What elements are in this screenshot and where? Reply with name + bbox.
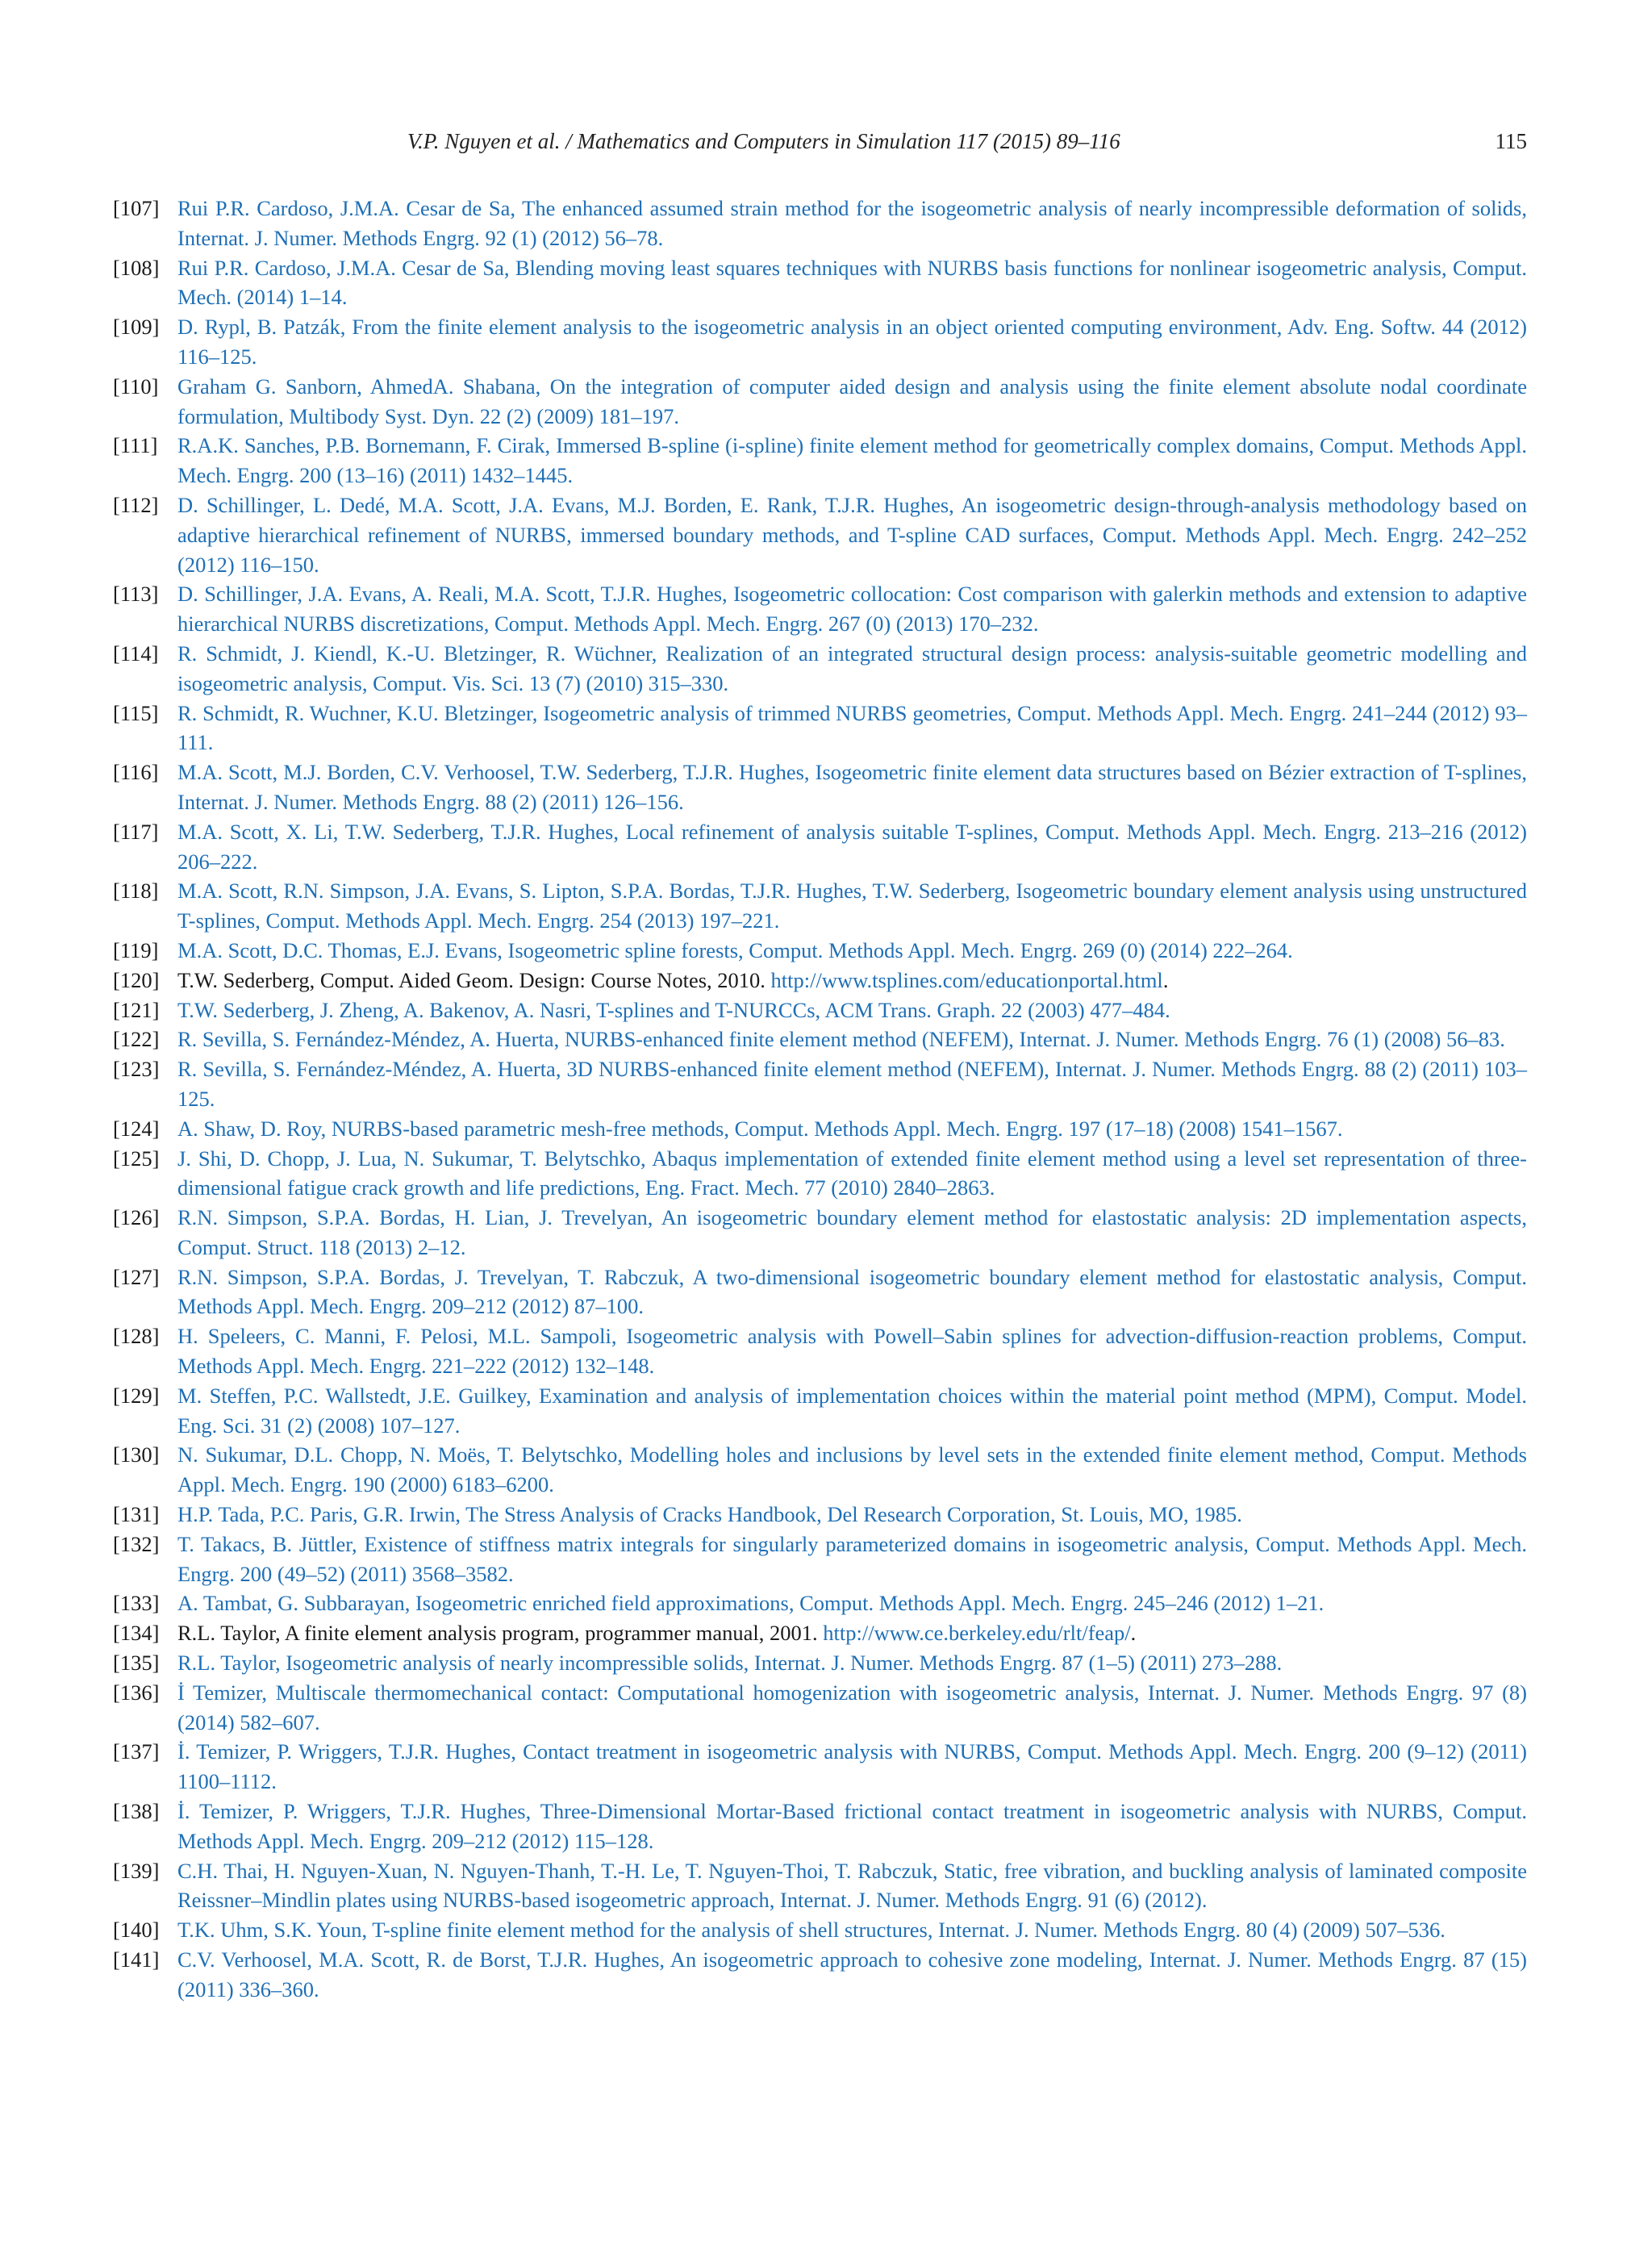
reference-item xyxy=(113,936,1527,966)
reference-number: [114] xyxy=(113,641,159,666)
reference-item xyxy=(113,1114,1527,1144)
reference-link[interactable] xyxy=(177,1945,1527,2005)
reference-link[interactable] xyxy=(177,1588,1527,1618)
reference-link[interactable] xyxy=(177,876,1527,936)
reference-item xyxy=(113,1797,1527,1856)
reference-item xyxy=(113,1144,1527,1204)
reference-link[interactable] xyxy=(177,758,1527,817)
reference-citation: R. Sevilla, S. Fernández-Méndez, A. Huerta, NURBS-enhanced finite element method (NEFEM), Internat. J. Numer. Methods Engrg. 76 (1) (2008) 56–83. xyxy=(177,1027,1505,1052)
reference-number: [122] xyxy=(113,1027,160,1052)
reference-citation: H.P. Tada, P.C. Paris, G.R. Irwin, The Stress Analysis of Cracks Handbook, Del Research Corporation, St. Louis, MO, 1985. xyxy=(177,1502,1242,1527)
reference-link[interactable] xyxy=(177,639,1527,699)
reference-number: [108] xyxy=(113,255,160,280)
reference-number: [131] xyxy=(113,1502,160,1527)
reference-item xyxy=(113,579,1527,639)
reference-list xyxy=(113,194,1527,2005)
reference-link[interactable] xyxy=(177,253,1527,313)
reference-link[interactable] xyxy=(177,1054,1527,1114)
reference-link[interactable] xyxy=(177,1381,1527,1441)
reference-number: [113] xyxy=(113,582,159,607)
reference-link[interactable] xyxy=(177,817,1527,877)
reference-link[interactable] xyxy=(177,936,1527,966)
reference-item xyxy=(113,758,1527,817)
reference-item xyxy=(113,1737,1527,1797)
reference-item xyxy=(113,1648,1527,1678)
reference-citation: M.A. Scott, X. Li, T.W. Sederberg, T.J.R. Hughes, Local refinement of analysis suitable T-splines, Comput. Methods Appl. Mech. Engrg. 213–216 (2012) 206–222. xyxy=(177,819,1527,874)
reference-number: [110] xyxy=(113,374,159,399)
reference-link[interactable] xyxy=(177,1440,1527,1500)
reference-number: [132] xyxy=(113,1531,160,1556)
reference-citation: R.N. Simpson, S.P.A. Bordas, J. Trevelyan, T. Rabczuk, A two-dimensional isogeometric boundary element method for elastostatic analysis, Comput. Methods Appl. Mech. Engrg. 209–212 (2012) 87–100. xyxy=(177,1264,1527,1319)
reference-number: [107] xyxy=(113,196,160,220)
reference-link[interactable] xyxy=(177,1263,1527,1322)
reference-item xyxy=(113,490,1527,579)
reference-number: [129] xyxy=(113,1383,160,1408)
reference-citation: D. Rypl, B. Patzák, From the finite element analysis to the isogeometric analysis in an object oriented computing environment, Adv. Eng. Softw. 44 (2012) 116–125. xyxy=(177,315,1527,369)
reference-item xyxy=(113,1381,1527,1441)
reference-link[interactable] xyxy=(177,1144,1527,1204)
reference-item xyxy=(113,1321,1527,1381)
reference-item xyxy=(113,1025,1527,1054)
reference-citation: T.W. Sederberg, Comput. Aided Geom. Design: Course Notes, 2010. xyxy=(177,967,771,992)
reference-citation: İ Temizer, Multiscale thermomechanical contact: Computational homogenization with isogeometric analysis, Internat. J. Numer. Methods Engrg. 97 (8) (2014) 582–607. xyxy=(177,1680,1527,1734)
reference-number: [119] xyxy=(113,937,159,962)
reference-url-link[interactable]: http://www.tsplines.com/educationportal.html xyxy=(770,967,1163,992)
running-header xyxy=(0,129,1652,161)
reference-text xyxy=(177,1618,1527,1648)
reference-link[interactable] xyxy=(177,312,1527,372)
reference-item xyxy=(113,431,1527,490)
reference-link[interactable] xyxy=(177,1737,1527,1797)
reference-link[interactable] xyxy=(177,1114,1527,1144)
reference-link[interactable] xyxy=(177,490,1527,579)
reference-number: [117] xyxy=(113,819,159,844)
reference-link[interactable] xyxy=(177,1025,1527,1054)
reference-item xyxy=(113,312,1527,372)
reference-number: [128] xyxy=(113,1324,160,1349)
reference-citation: J. Shi, D. Chopp, J. Lua, N. Sukumar, T. Belytschko, Abaqus implementation of extended finite element method using a level set representation of three-dimensional fatigue crack growth and life predictions, Eng. Fract. Mech. 77 (2010) 2840–2863. xyxy=(177,1146,1527,1200)
reference-item xyxy=(113,1500,1527,1530)
reference-citation: Graham G. Sanborn, AhmedA. Shabana, On the integration of computer aided design and analysis using the finite element absolute nodal coordinate formulation, Multibody Syst. Dyn. 22 (2) (2009) 181–197. xyxy=(177,374,1527,428)
reference-citation: D. Schillinger, L. Dedé, M.A. Scott, J.A. Evans, M.J. Borden, E. Rank, T.J.R. Hughes, An isogeometric design-through-analysis methodology based on adaptive hierarchical refinement of NURBS, immersed boundary methods, and T-spline CAD surfaces, Comput. Methods Appl. Mech. Engrg. 242–252 (2012) 116–150. xyxy=(177,492,1527,577)
reference-citation: R. Schmidt, J. Kiendl, K.-U. Bletzinger, R. Wüchner, Realization of an integrated structural design process: analysis-suitable geometric modelling and isogeometric analysis, Comput. Vis. Sci. 13 (7) (2010) 315–330. xyxy=(177,641,1527,695)
reference-item xyxy=(113,1530,1527,1589)
page-number: 115 xyxy=(1495,129,1527,153)
reference-item xyxy=(113,1203,1527,1263)
reference-number: [138] xyxy=(113,1799,160,1824)
reference-number: [137] xyxy=(113,1739,160,1764)
reference-number: [139] xyxy=(113,1858,160,1883)
reference-citation: A. Tambat, G. Subbarayan, Isogeometric enriched field approximations, Comput. Methods Appl. Mech. Engrg. 245–246 (2012) 1–21. xyxy=(177,1591,1325,1616)
reference-item xyxy=(113,1263,1527,1322)
reference-item xyxy=(113,194,1527,253)
reference-item xyxy=(113,996,1527,1025)
reference-citation: R.N. Simpson, S.P.A. Bordas, H. Lian, J. Trevelyan, An isogeometric boundary element method for elastostatic analysis: 2D implementation aspects, Comput. Struct. 118 (2013) 2–12. xyxy=(177,1205,1527,1259)
reference-trailing-punctuation: . xyxy=(1130,1621,1137,1646)
reference-link[interactable] xyxy=(177,1797,1527,1856)
reference-citation: M.A. Scott, D.C. Thomas, E.J. Evans, Isogeometric spline forests, Comput. Methods Appl. Mech. Engrg. 269 (0) (2014) 222–264. xyxy=(177,937,1293,962)
reference-citation: C.V. Verhoosel, M.A. Scott, R. de Borst, T.J.R. Hughes, An isogeometric approach to cohesive zone modeling, Internat. J. Numer. Methods Engrg. 87 (15) (2011) 336–360. xyxy=(177,1947,1527,2001)
reference-link[interactable] xyxy=(177,579,1527,639)
reference-number: [124] xyxy=(113,1116,160,1141)
reference-number: [112] xyxy=(113,492,159,517)
reference-citation: C.H. Thai, H. Nguyen-Xuan, N. Nguyen-Thanh, T.-H. Le, T. Nguyen-Thoi, T. Rabczuk, Static, free vibration, and buckling analysis of laminated composite Reissner–Mindlin plates using NURBS-based isogeometric approach, Internat. J. Numer. Methods Engrg. 91 (6) (2012). xyxy=(177,1858,1527,1913)
reference-citation: M.A. Scott, R.N. Simpson, J.A. Evans, S. Lipton, S.P.A. Bordas, T.J.R. Hughes, T.W. Sederberg, Isogeometric boundary element analysis using unstructured T-splines, Comput. Methods Appl. Mech. Engrg. 254 (2013) 197–221. xyxy=(177,879,1527,933)
reference-item xyxy=(113,1054,1527,1114)
reference-citation: T. Takacs, B. Jüttler, Existence of stiffness matrix integrals for singularly parameterized domains in isogeometric analysis, Comput. Methods Appl. Mech. Engrg. 200 (49–52) (2011) 3568–3582. xyxy=(177,1531,1527,1586)
reference-item xyxy=(113,876,1527,936)
reference-number: [115] xyxy=(113,700,159,725)
reference-number: [141] xyxy=(113,1947,160,1972)
reference-text xyxy=(177,966,1527,996)
reference-citation: R.A.K. Sanches, P.B. Bornemann, F. Cirak, Immersed B-spline (i-spline) finite element method for geometrically complex domains, Comput. Methods Appl. Mech. Engrg. 200 (13–16) (2011) 1432–1445. xyxy=(177,433,1527,488)
reference-citation: Rui P.R. Cardoso, J.M.A. Cesar de Sa, Blending moving least squares techniques with NURBS basis functions for nonlinear isogeometric analysis, Comput. Mech. (2014) 1–14. xyxy=(177,255,1527,310)
reference-link[interactable] xyxy=(177,194,1527,253)
reference-citation: R. Schmidt, R. Wuchner, K.U. Bletzinger, Isogeometric analysis of trimmed NURBS geometries, Comput. Methods Appl. Mech. Engrg. 241–244 (2012) 93–111. xyxy=(177,700,1527,755)
reference-citation: T.K. Uhm, S.K. Youn, T-spline finite element method for the analysis of shell structures, Internat. J. Numer. Methods Engrg. 80 (4) (2009) 507–536. xyxy=(177,1918,1446,1943)
reference-item xyxy=(113,1678,1527,1738)
reference-link[interactable] xyxy=(177,1321,1527,1381)
reference-number: [109] xyxy=(113,315,160,340)
reference-number: [135] xyxy=(113,1651,160,1676)
reference-item xyxy=(113,639,1527,699)
reference-number: [121] xyxy=(113,997,160,1022)
reference-item xyxy=(113,1856,1527,1916)
reference-link[interactable] xyxy=(177,1915,1527,1945)
reference-number: [134] xyxy=(113,1621,160,1646)
reference-item xyxy=(113,966,1527,996)
reference-number: [140] xyxy=(113,1918,160,1943)
reference-link[interactable] xyxy=(177,1678,1527,1738)
reference-url-link[interactable]: http://www.ce.berkeley.edu/rlt/feap/ xyxy=(823,1621,1131,1646)
reference-citation: M.A. Scott, M.J. Borden, C.V. Verhoosel, T.W. Sederberg, T.J.R. Hughes, Isogeometric finite element data structures based on Bézier extraction of T-splines, Internat. J. Numer. Methods Engrg. 88 (2) (2011) 126–156. xyxy=(177,760,1527,814)
reference-number: [125] xyxy=(113,1146,160,1171)
reference-citation: T.W. Sederberg, J. Zheng, A. Bakenov, A. Nasri, T-splines and T-NURCCs, ACM Trans. Graph. 22 (2003) 477–484. xyxy=(177,997,1170,1022)
reference-number: [126] xyxy=(113,1205,160,1230)
reference-link[interactable] xyxy=(177,1500,1527,1530)
reference-item xyxy=(113,372,1527,432)
reference-citation: R.L. Taylor, Isogeometric analysis of nearly incompressible solids, Internat. J. Numer. Methods Engrg. 87 (1–5) (2011) 273–288. xyxy=(177,1651,1283,1676)
reference-link[interactable] xyxy=(177,1856,1527,1916)
reference-link[interactable] xyxy=(177,431,1527,490)
reference-item xyxy=(113,1945,1527,2005)
reference-citation: H. Speleers, C. Manni, F. Pelosi, M.L. Sampoli, Isogeometric analysis with Powell–Sabin splines for advection-diffusion-reaction problems, Comput. Methods Appl. Mech. Engrg. 221–222 (2012) 132–148. xyxy=(177,1324,1527,1379)
reference-citation: D. Schillinger, J.A. Evans, A. Reali, M.A. Scott, T.J.R. Hughes, Isogeometric collocation: Cost comparison with galerkin methods and extension to adaptive hierarchical NURBS discretizations, Comput. Methods Appl. Mech. Engrg. 267 (0) (2013) 170–232. xyxy=(177,582,1527,637)
reference-item xyxy=(113,699,1527,758)
reference-citation: M. Steffen, P.C. Wallstedt, J.E. Guilkey, Examination and analysis of implementation choices within the material point method (MPM), Comput. Model. Eng. Sci. 31 (2) (2008) 107–127. xyxy=(177,1383,1527,1438)
reference-item xyxy=(113,253,1527,313)
reference-link[interactable] xyxy=(177,1203,1527,1263)
reference-citation: R. Sevilla, S. Fernández-Méndez, A. Huerta, 3D NURBS-enhanced finite element method (NEFEM), Internat. J. Numer. Methods Engrg. 88 (2) (2011) 103–125. xyxy=(177,1057,1527,1111)
reference-number: [136] xyxy=(113,1680,160,1705)
reference-item xyxy=(113,1618,1527,1648)
reference-link[interactable] xyxy=(177,699,1527,758)
reference-link[interactable] xyxy=(177,996,1527,1025)
reference-link[interactable] xyxy=(177,1648,1527,1678)
reference-citation: İ. Temizer, P. Wriggers, T.J.R. Hughes, Contact treatment in isogeometric analysis with NURBS, Comput. Methods Appl. Mech. Engrg. 200 (9–12) (2011) 1100–1112. xyxy=(177,1739,1527,1794)
reference-citation: İ. Temizer, P. Wriggers, T.J.R. Hughes, Three-Dimensional Mortar-Based frictional contact treatment in isogeometric analysis with NURBS, Comput. Methods Appl. Mech. Engrg. 209–212 (2012) 115–128. xyxy=(177,1799,1527,1853)
reference-number: [130] xyxy=(113,1442,160,1467)
reference-link[interactable] xyxy=(177,1530,1527,1589)
reference-item xyxy=(113,817,1527,877)
reference-item xyxy=(113,1440,1527,1500)
reference-trailing-punctuation: . xyxy=(1162,967,1169,992)
reference-number: [123] xyxy=(113,1057,160,1082)
reference-number: [127] xyxy=(113,1264,160,1289)
reference-item xyxy=(113,1915,1527,1945)
reference-citation: N. Sukumar, D.L. Chopp, N. Moës, T. Belytschko, Modelling holes and inclusions by level sets in the extended finite element method, Comput. Methods Appl. Mech. Engrg. 190 (2000) 6183–6200. xyxy=(177,1442,1527,1497)
reference-number: [111] xyxy=(113,433,158,458)
reference-citation: R.L. Taylor, A finite element analysis program, programmer manual, 2001. xyxy=(177,1621,824,1646)
reference-citation: Rui P.R. Cardoso, J.M.A. Cesar de Sa, The enhanced assumed strain method for the isogeometric analysis of nearly incompressible deformation of solids, Internat. J. Numer. Methods Engrg. 92 (1) (2012) 56–78. xyxy=(177,196,1527,250)
reference-number: [133] xyxy=(113,1591,160,1616)
reference-citation: A. Shaw, D. Roy, NURBS-based parametric mesh-free methods, Comput. Methods Appl. Mech. Engrg. 197 (17–18) (2008) 1541–1567. xyxy=(177,1116,1343,1141)
reference-link[interactable] xyxy=(177,372,1527,432)
reference-item xyxy=(113,1588,1527,1618)
reference-number: [116] xyxy=(113,760,159,785)
reference-number: [118] xyxy=(113,879,159,904)
running-title: V.P. Nguyen et al. / Mathematics and Computers in Simulation 117 (2015) 89–116 xyxy=(407,129,1120,153)
reference-number: [120] xyxy=(113,967,160,992)
